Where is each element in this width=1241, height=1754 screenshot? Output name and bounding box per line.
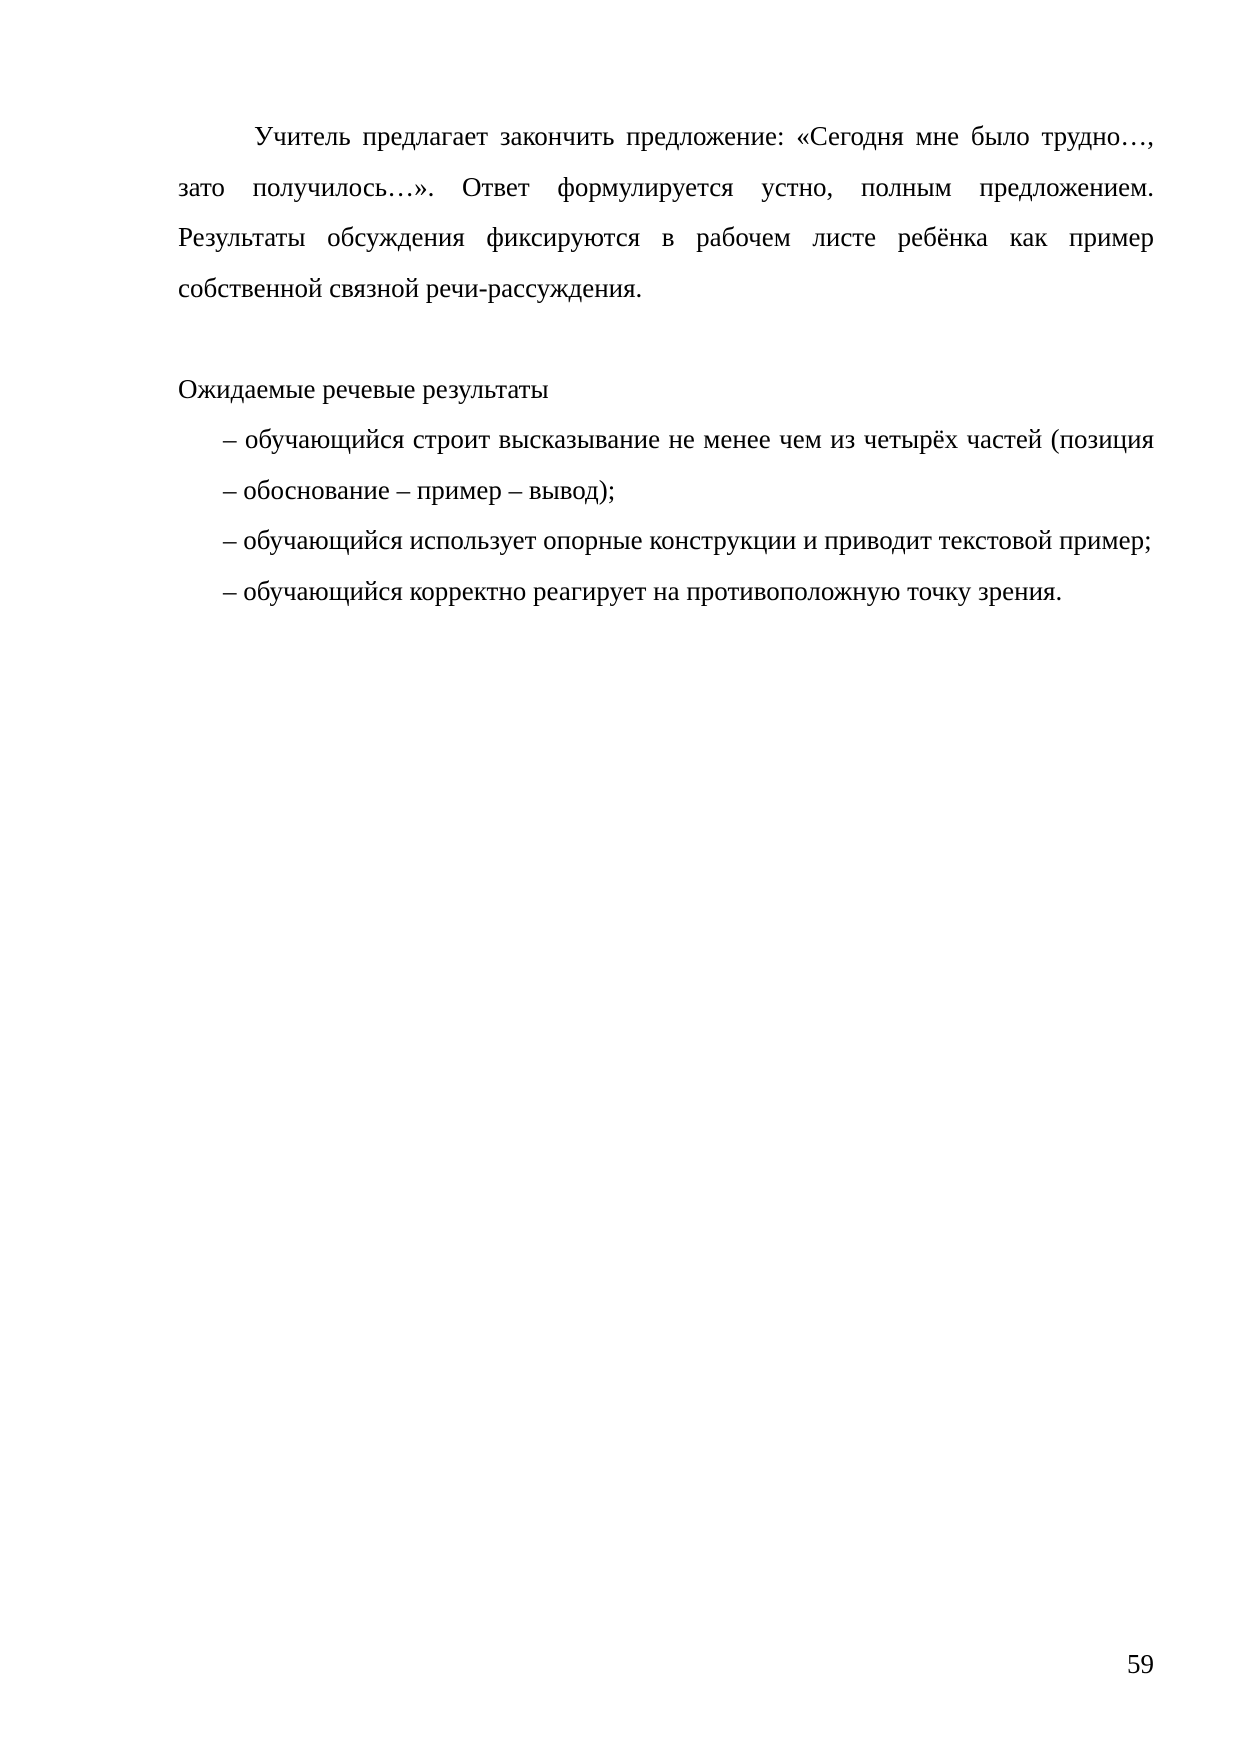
text-block (178, 111, 1154, 616)
page-number: 59 (1127, 1649, 1154, 1679)
section-heading: Ожидаемые речевые результаты (178, 373, 549, 404)
list-item: – обучающийся использует опорные конструкции и приводит текстовой пример; (223, 525, 1152, 555)
results-list (178, 414, 1154, 616)
body-paragraph: Учитель предлагает закончить предложение: «Сегодня мне было трудно…, зато получилось…». Ответ формулируется устно, полным предложением. Результаты обсуждения фиксируются в рабочем листе ребёнка как пример собственной связной речи-рассуждения. (178, 121, 1154, 303)
list-item: – обучающийся строит высказывание не менее чем из четырёх частей (позиция – обоснование – пример – вывод); (223, 424, 1154, 505)
paragraph-spacer (178, 313, 1154, 364)
list-item: – обучающийся корректно реагирует на противоположную точку зрения. (223, 575, 1063, 606)
